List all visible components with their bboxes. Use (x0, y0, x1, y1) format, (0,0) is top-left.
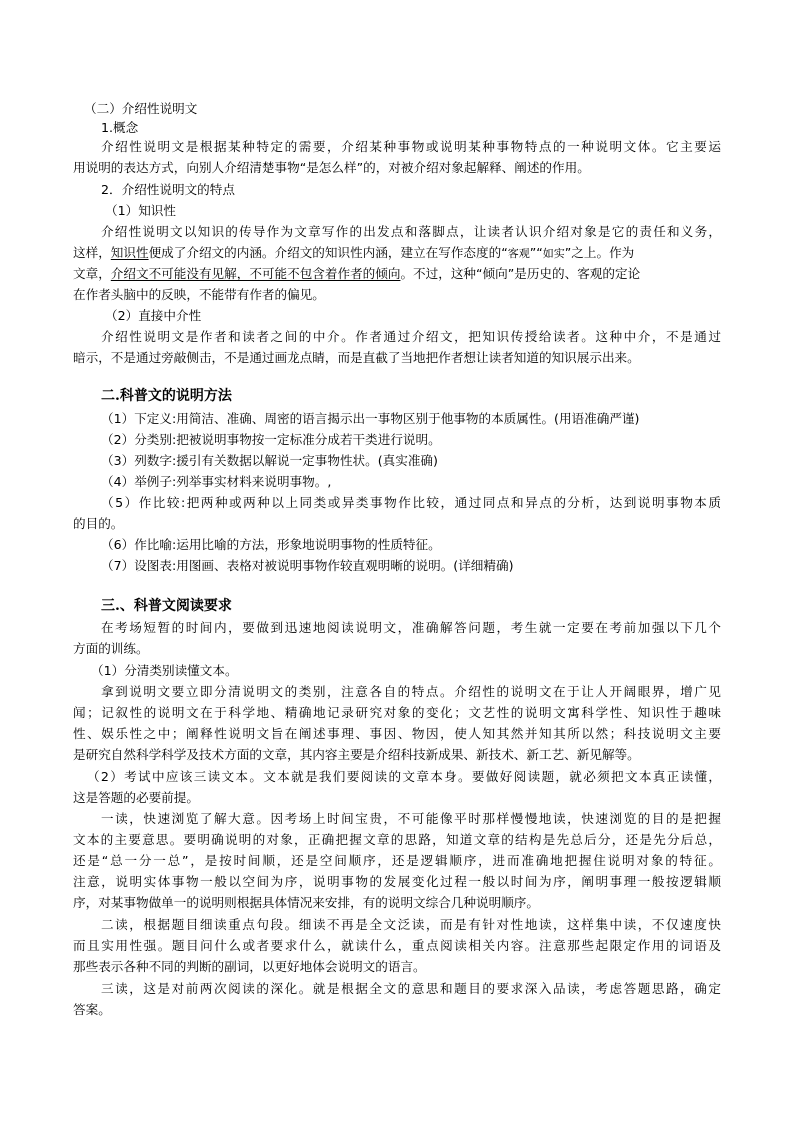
section3-title: 三.、科普文阅读要求 (101, 598, 232, 614)
point1-line: 是研究自然科学科学及技术方面的文章，其内容主要是介绍科技新成果、新技术、新工艺、新见解等。 (73, 747, 640, 762)
read1-line: 文本的主要意思。要明确说明的对象，正确把握文章的思路，知道文章的结构是先总后分，还是先分后总， (73, 832, 721, 847)
method-item: （3）列数字:援引有关数据以解说一定事物性状。(真实准确) (101, 453, 438, 468)
concept-line: 用说明的表达方式，向别人介绍清楚事物“是怎么样”的，对被介绍对象起解释、阐述的作用。 (73, 160, 590, 175)
read1-line: 注意，说明实体事物一般以空间为序，说明事物的发展变化过程一般以时间为序，阐明事理一般按逻辑顺 (73, 874, 721, 889)
section1-title: （二）介绍性说明文 (84, 101, 198, 116)
mediation-label: （2）直接中介性 (105, 308, 202, 323)
point1-label: （1）分清类别读懂文本。 (91, 663, 238, 678)
text-run: 。不过，这种“倾向”是历史的、客观的定论 (400, 266, 641, 281)
method-item: （1）下定义:用简洁、准确、周密的语言揭示出一事物区别于他事物的本质属性。(用语准确严谨) (101, 411, 640, 426)
point2-line: （2）考试中应该三读文本。文本就是我们要阅读的文章本身。要做好阅读题，就必须把文本真正读懂， (87, 769, 721, 784)
text-run: 这样， (73, 245, 111, 260)
read1-line: 序，对某事物做单一的说明则根据具体情况来安排，有的说明文综合几种说明顺序。 (73, 895, 539, 910)
read2-line: 二读，根据题目细读重点句段。细读不再是全文泛读，而是有针对性地读，这样集中读，不仅速度快 (101, 917, 721, 932)
method-item: （6）作比喻:运用比喻的方法，形象地说明事物的性质特征。 (101, 537, 441, 552)
text-run: 便成了介绍文的内涵。介绍文的知识性内涵，建立在写作态度的“ (148, 245, 508, 260)
method-item: （7）设图表:用图画、表格对被说明事物作较直观明晰的说明。(详细精确) (101, 558, 514, 573)
method-item: （2）分类别:把被说明事物按一定标准分成若干类进行说明。 (101, 432, 441, 447)
features-label: 2．介绍性说明文的特点 (101, 182, 235, 197)
read1-line: 还是“总一分一总”，是按时间顺，还是空间顺序，还是逻辑顺序，进而准确地把握住说明对象的特征。 (73, 853, 721, 868)
text-run: ”“ (529, 245, 543, 260)
read1-line: 一读，快速浏览了解大意。因考场上时间宝贵，不可能像平时那样慢慢地读，快速浏览的目的是把握 (101, 811, 721, 826)
quoted-term: 如实 (542, 247, 565, 260)
quoted-term: 客观 (507, 247, 530, 260)
read2-line: 那些表示各种不同的判断的副词，以更好地体会说明文的语言。 (73, 959, 426, 974)
section2-title: 二.科普文的说明方法 (101, 388, 232, 404)
concept-label: 1.概念 (101, 120, 139, 135)
read3-line: 答案。 (73, 1002, 111, 1017)
underlined-text: 知识性 (110, 245, 149, 260)
knowledge-label: （1）知识性 (105, 203, 176, 218)
knowledge-line: 介绍性说明文以知识的传导作为文章写作的出发点和落脚点，让读者认识介绍对象是它的责任和义务， (101, 224, 721, 239)
text-run: 文章， (73, 266, 111, 281)
text-run: ”之上。作为 (564, 245, 635, 260)
underlined-text: 介绍文不可能没有见解，不可能不包含着作者的倾向 (110, 266, 401, 281)
point1-line: 拿到说明文要立即分清说明文的类别，注意各自的特点。介绍性的说明文在于让人开阔眼界，增广见 (101, 684, 721, 699)
point1-line: 闻；记叙性的说明文在于科学地、精确地记录研究对象的变化；文艺性的说明文寓科学性、知识性于趣味 (73, 705, 721, 720)
knowledge-line (73, 243, 634, 264)
intro-line: 方面的训练。 (73, 641, 149, 656)
read3-line: 三读，这是对前两次阅读的深化。就是根据全文的意思和题目的要求深入品读，考虑答题思路，确定 (101, 981, 721, 996)
concept-line: 介绍性说明文是根据某种特定的需要，介绍某种事物或说明某种事物特点的一种说明文体。它主要运 (101, 139, 721, 154)
read2-line: 而且实用性强。题目问什么或者要求什么，就读什么，重点阅读相关内容。注意那些起限定作用的词语及 (73, 938, 721, 953)
knowledge-line (73, 264, 640, 284)
method-item: 的目的。 (73, 516, 124, 531)
method-item: （5）作比较:把两种或两种以上同类或异类事物作比较，通过同点和异点的分析，达到说明事物本质 (101, 495, 721, 510)
method-item: （4）举例子:列举事实材料来说明事物。, (101, 474, 332, 489)
point1-line: 性、娱乐性之中；阐释性说明文旨在阐述事理、事因、物因，使人知其然并知其所以然；科技说明文主要 (73, 726, 721, 741)
mediation-line: 介绍性说明文是作者和读者之间的中介。作者通过介绍文，把知识传授给读者。这种中介，不是通过 (101, 329, 721, 344)
mediation-line: 暗示，不是通过旁敲侧击，不是通过画龙点睛，而是直截了当地把作者想让读者知道的知识展示出来。 (73, 350, 640, 365)
knowledge-line: 在作者头脑中的反映，不能带有作者的偏见。 (73, 287, 325, 302)
point2-line: 这是答题的必要前提。 (73, 790, 199, 805)
intro-line: 在考场短暂的时间内，要做到迅速地阅读说明文，准确解答问题，考生就一定要在考前加强以下几个 (101, 620, 721, 635)
